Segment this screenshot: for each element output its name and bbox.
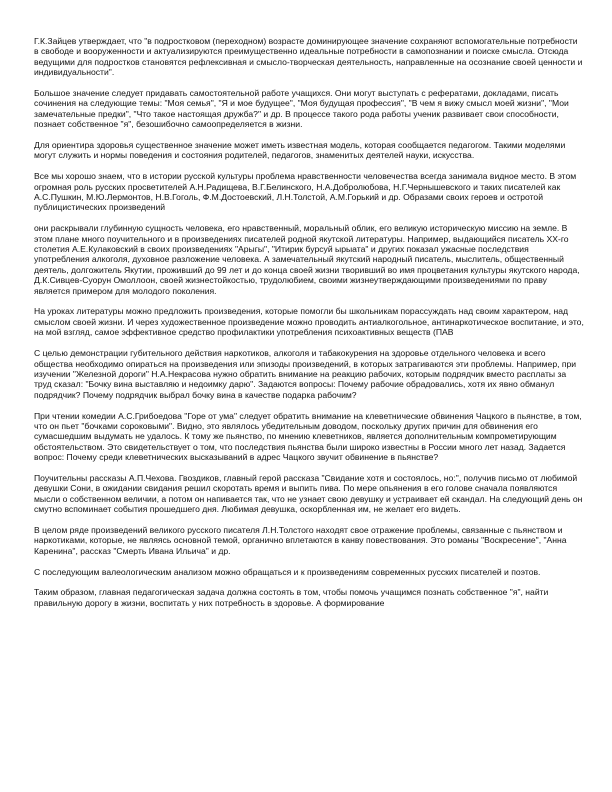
paragraph-independent-work: Большое значение следует придавать самостоятельной работе учащихся. Они могут выступать с рефератами, докладами, писать сочинения на следующие темы: "Моя семья", "Я и мое будущее", "Моя будущая профессия", "В чем я вижу смысл моей жизни", "Мои замечательные предки", "Что такое настоящая дружба?" и др. В процессе такого рода работы ученик развивает свои способности, познает собственное "я", безошибочно самоопределяется в жизни. [34, 88, 569, 130]
paragraph-zaitsev-quote: Г.К.Зайцев утверждает, что "в подростковом (переходном) возрасте доминирующее значение сохраняют вспомогательные потребности в свободе и вооруженности и актуализируются преимущественно идеальные потребности в самопознании и поиске смысла. Отсюда ведущими для подростков становятся рефлексивная и смысло-творческая деятельность, направленные на осознание своей ценности и индивидуальности". [34, 36, 583, 78]
document-page [34, 36, 584, 608]
paragraph-griboedov: При чтении комедии А.С.Грибоедова "Горе от ума" следует обратить внимание на клеветнические обвинения Чацкого в пьянстве, в том, что он пьет "бочками сороковыми". Видно, это являлось убедительным доводом, поскольку других причин для обвинения его сумасшедшим выдумать не удалось. К тому же пьянство, по мнению клеветников, является дополнительным компрометирующим обстоятельством. Это свидетельствует о том, что последствия пьянства были широко известны в России много лет назад. Задается вопрос: Почему среди клеветнических высказываний в адрес Чацкого звучит обвинение в пьянстве? [34, 410, 582, 463]
paragraph-tolstoy: В целом ряде произведений великого русского писателя Л.Н.Толстого находят свое отражение проблемы, связанные с пьянством и наркотиками, которые, не являясь основной темой, органично вплетаются в канву повествования. Это романы "Воскресение", "Анна Каренина", рассказ "Смерть Ивана Ильича" и др. [34, 524, 567, 556]
paragraph-yakut-literature: они раскрывали глубинную сущность человека, его нравственный, моральный облик, его великую историческую миссию на земле. В этом плане много поучительного и в произведениях писателей родной якутской литературы. Например, выдающийся писатель ХХ-го столетия А.Е.Кулаковский в своих произведениях "Арыгы", "Итирик бурсуй ырыата" и других показал ужасные последствия употребления алкоголя, духовное разложение человека. А замечательный якутский народный писатель, мыслитель, общественный деятель, долгожитель Якутии, проживший до 99 лет и до конца своей жизни творивший во имя процветания культуры якутского народа, Д.К.Сивцев-Суорун Омоллоон, своей жизнестойкостью, трудолюбием, своими жизнеутверждающими произведениями по праву является примером для молодого поколения. [34, 223, 580, 296]
paragraph-chekhov: Поучительны рассказы А.П.Чехова. Гвоздиков, главный герой рассказа "Свидание хотя и состоялось, но:", получив письмо от любимой девушки Сони, в ожидании свидания решил скоротать время и выпить пива. По мере опьянения в его голове сначала появляются мысли о собственном величии, а потом он напивается так, что не узнает свою девушку и устраивает ей скандал. На следующий день он смутно вспоминает события прошедшего дня. Любимая девушка, оскорбленная им, не желает его видеть. [34, 472, 583, 515]
paragraph-literature-lessons: На уроках литературы можно предложить произведения, которые помогли бы школьникам порассуждать над своим характером, над смыслом своей жизни. И через художественное произведение можно проводить антиалкогольное, антинаркотическое воспитание, и это, на мой взгляд, самое эффективное средство профилактики употребления психоактивных веществ (ПАВ [34, 306, 584, 338]
paragraph-health-model: Для ориентира здоровья существенное значение может иметь известная модель, которая сообщается педагогом. Такими моделями могут служить и нормы поведения и состояния родителей, педагогов, знаменитых деятелей науки, искусства. [34, 140, 566, 161]
paragraph-russian-culture: Все мы хорошо знаем, что в истории русской культуры проблема нравственности человечества всегда занимала видное место. В этом огромная роль русских просветителей А.Н.Радищева, В.Г.Белинского, Н.А.Добролюбова, Н.Г.Чернышевского и таких писателей как А.С.Пушкин, М.Ю.Лермонтов, Н.В.Гоголь, Ф.М.Достоевский, Л.Н.Толстой, А.М.Горький и др. Образами своих героев и остротой публицистических произведений [34, 171, 577, 213]
paragraph-nekrasov: С целью демонстрации губительного действия наркотиков, алкоголя и табакокурения на здоровье отдельного человека и всего общества необходимо опираться на произведения или эпизоды произведений, в которых затрагиваются эти проблемы. Например, при изучении "Железной дороги" Н.А.Некрасова нужно обратить внимание на реакцию рабочих, которым подрядчик вместо расплаты за труд сказал: "Бочку вина выставляю и недоимку дарю". Задаются вопросы: Почему рабочие обрадовались, хотя их явно обманул подрядчик? Почему подрядчик выбрал бочку вина в качестве подарка рабочим? [34, 348, 577, 400]
paragraph-conclusion: Таким образом, главная педагогическая задача должна состоять в том, чтобы помочь учащимся познать собственное "я", найти правильную дорогу в жизни, воспитать у них потребность в здоровье. А формирование [34, 587, 549, 608]
paragraph-modern-writers: С последующим валеологическим анализом можно обращаться и к произведениям современных русских писателей и поэтов. [34, 566, 541, 577]
